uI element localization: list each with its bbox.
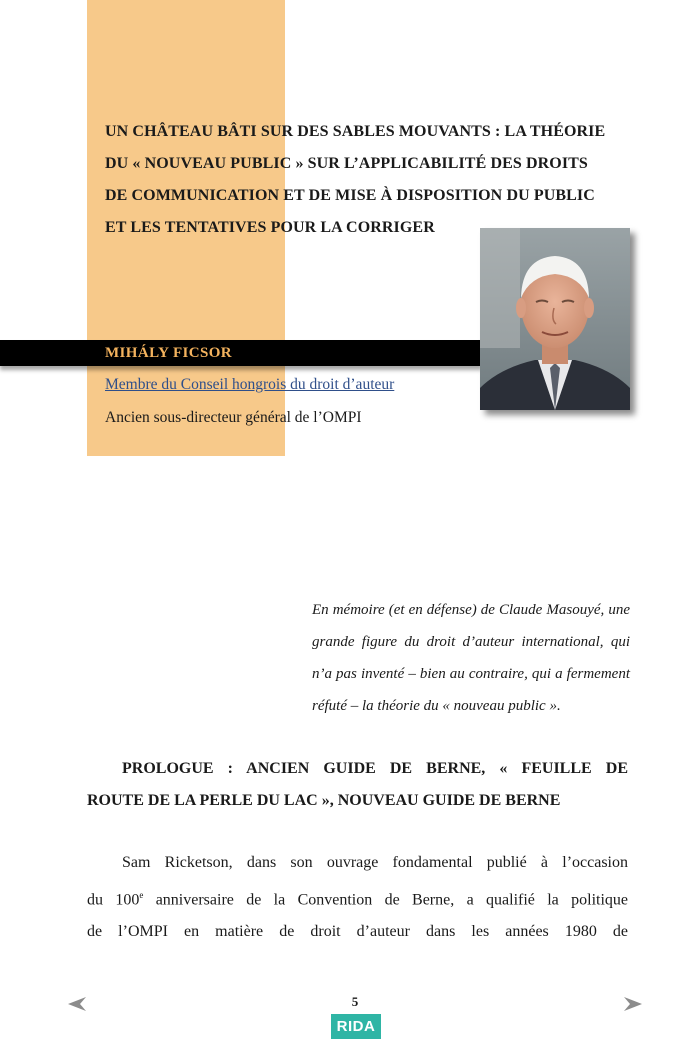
body-line-2-end: anniversaire de la Convention de Berne, a qualifié la politique (143, 891, 629, 909)
epigraph (312, 594, 630, 722)
title-line-1: UN CHÂTEAU BÂTI SUR DES SABLES MOUVANTS : LA THÉORIE (105, 123, 606, 140)
body-line-2 (87, 879, 628, 916)
section-heading-prologue (87, 753, 628, 817)
body-line-1: Sam Ricketson, dans son ouvrage fondamental publié à l’occasion (122, 854, 628, 871)
epigraph-line-1: En mémoire (et en défense) de Claude Masouyé, une (312, 602, 630, 618)
author-former-position: Ancien sous-directeur général de l’OMPI (105, 409, 362, 426)
rida-logo: RIDA (331, 1014, 381, 1039)
ordinal-superscript: e (139, 890, 144, 900)
title-line-3: DE COMMUNICATION ET DE MISE À DISPOSITION DU PUBLIC (105, 187, 595, 204)
epigraph-line-4: réfuté – la théorie du « nouveau public ». (312, 698, 561, 714)
epigraph-line-3: n’a pas inventé – bien au contraire, qui a fermement (312, 666, 630, 682)
body-line-3: de l’OMPI en matière de droit d’auteur dans les années 1980 de (87, 923, 628, 941)
author-affiliation-link[interactable]: Membre du Conseil hongrois du droit d’auteur (105, 376, 395, 393)
body-paragraph (87, 847, 628, 948)
arrow-left-icon[interactable] (68, 997, 86, 1011)
epigraph-line-2: grande figure du droit d’auteur international, qui (312, 634, 630, 650)
author-name: MIHÁLY FICSOR (105, 345, 233, 361)
page-number: 5 (351, 994, 359, 1009)
author-bar (0, 340, 482, 366)
prologue-line-2: ROUTE DE LA PERLE DU LAC », NOUVEAU GUIDE DE BERNE (87, 792, 561, 809)
article-title (105, 116, 645, 244)
body-line-2-start: du 100 (87, 891, 140, 909)
arrow-right-icon[interactable] (624, 997, 642, 1011)
title-line-4: ET LES TENTATIVES POUR LA CORRIGER (105, 219, 435, 236)
author-portrait (480, 228, 630, 410)
prologue-line-1: PROLOGUE : ANCIEN GUIDE DE BERNE, « FEUILLE DE (122, 760, 628, 777)
title-line-2: DU « NOUVEAU PUBLIC » SUR L’APPLICABILITÉ DES DROITS (105, 155, 588, 172)
